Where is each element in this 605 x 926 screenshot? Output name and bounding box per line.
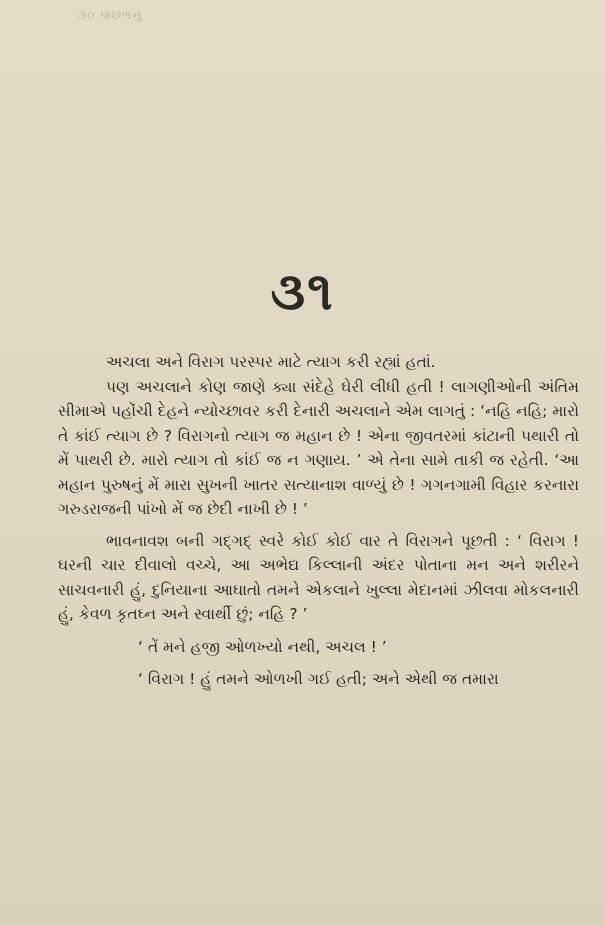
paragraph-1: અચલા અને વિરાગ પરસ્પર માટે ત્યાગ કરી રહ્યાં હતાં. bbox=[106, 353, 436, 371]
dialogue-line-2: ‘ વિરાગ ! હું તમને ઓળખી ગઈ હતી; અને એથી જ તમારા bbox=[138, 670, 499, 688]
chapter-number: ૩૧ bbox=[270, 262, 335, 322]
paragraph-2: પણ અચલાને કોણ જાણે ક્યા સંદેહે ઘેરી લીધી હતી ! લાગણીઓની અંતિમ સીમાએ પહોંચી દેહને ન્યોચ્છાવર કરી દેનારી અચલાને એમ લાગતું : ‘નહિ નહિ; મારો તે કાંઈ ત્યાગ છે ? વિરાગનો ત્યાગ જ મહાન છે ! એના જીવતરમાં કાંટાની પથારી તો મેં પાથરી છે. મારો ત્યાગ તો કાંઈ જ ન ગણાય. ’ એ તેના સામે તાકી જ રહેતી. ‘આ મહાન પુરુષનું મેં મારા સુખની ખાતર સત્યાનાશ વાળ્યું છે ! ગગનગામી વિહાર કરનારા ગરુડરાજની પાંખો મેં જ છેદી નાખી છે ! ’ bbox=[58, 377, 579, 518]
dialogue-line-1: ‘ તેં મને હજી ઓળખ્યો નથી, અચલ ! ’ bbox=[138, 637, 387, 656]
chapter-body bbox=[58, 350, 579, 692]
bleed-through-text: ૩૦ પાછળનું bbox=[78, 8, 143, 22]
paragraph-3: ભાવનાવશ બની ગદ્ગદ્ સ્વરે કોઈ કોઈ વાર તે વિરાગને પૂછતી : ‘ વિરાગ ! ઘરની ચાર દીવાલો વચ્ચે, આ અભેદ્ય કિલ્લાની અંદર પોતાના મન અને શરીરને સાચવનારી હું, દુનિયાના આઘાતો તમને એકલાને ખુલ્લા મેદાનમાં ઝીલવા મોકલનારી હું, કેવળ કૃતઘ્ન અને સ્વાર્થી છું; નહિ ? ’ bbox=[58, 531, 579, 623]
